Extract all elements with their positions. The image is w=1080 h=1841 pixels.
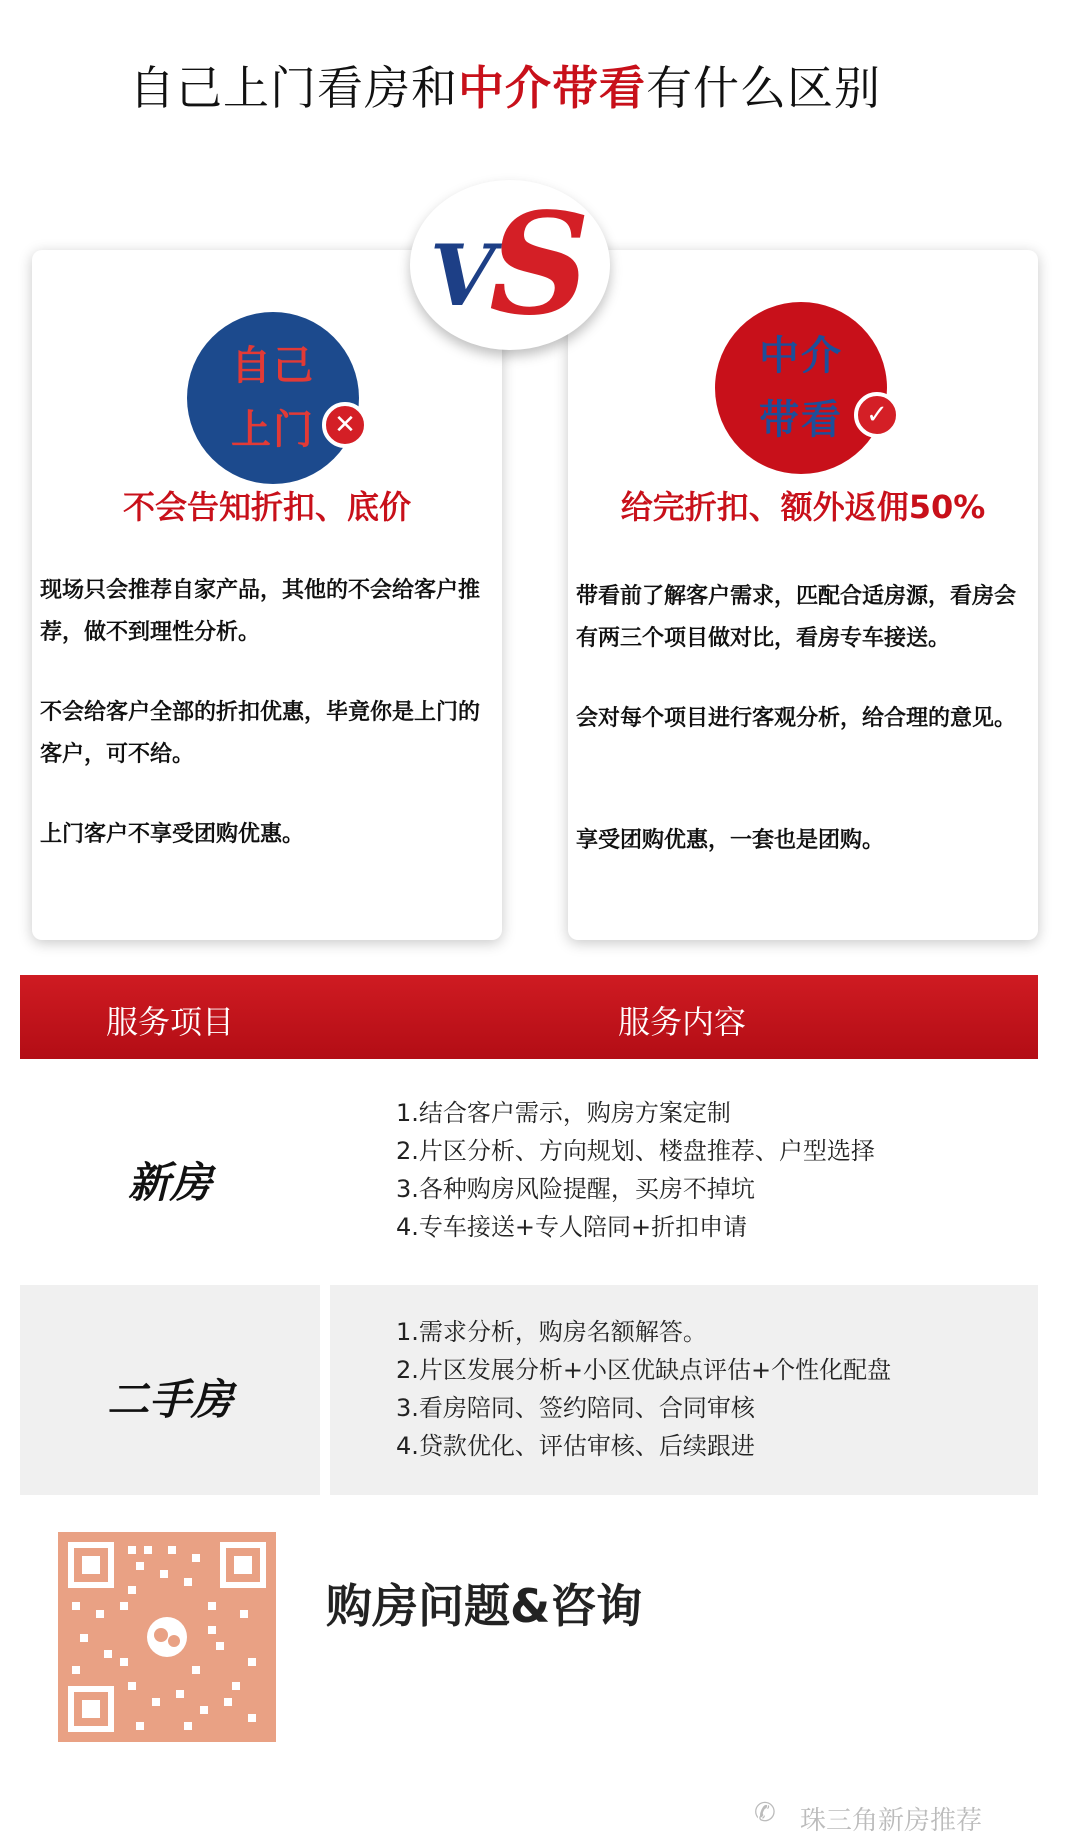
self-visit-badge-line2: 上门	[231, 407, 315, 453]
row-content-cell	[330, 1285, 1038, 1495]
row-content-cell	[330, 1090, 1038, 1266]
agent-visit-paragraph: 带看前了解客户需求，匹配合适房源，看房会有两三个项目做对比，看房专车接送。	[576, 584, 1017, 651]
vs-letter-s: S	[489, 183, 591, 347]
self-visit-paragraph: 上门客户不享受团购优惠。	[40, 822, 305, 847]
agent-visit-heading: 给完折扣、额外返佣50%	[620, 488, 986, 526]
self-visit-badge	[187, 312, 359, 484]
header-service-item: 服务项目	[106, 1003, 235, 1041]
service-item: 1.需求分析，购房名额解答。	[396, 1318, 707, 1346]
row-label: 二手房	[106, 1375, 233, 1424]
qr-code-graphic	[58, 1532, 276, 1742]
page-title	[0, 52, 1010, 118]
consult-heading: 购房问题&咨询	[326, 1579, 643, 1633]
service-item: 2.片区分析、方向规划、楼盘推荐、户型选择	[396, 1137, 875, 1165]
service-table-header	[20, 975, 1038, 1059]
qr-code	[58, 1532, 276, 1742]
account-watermark	[754, 1798, 983, 1837]
row-label: 新房	[127, 1158, 212, 1207]
service-item: 1.结合客户需示，购房方案定制	[396, 1099, 731, 1127]
agent-visit-paragraph: 享受团购优惠，一套也是团购。	[576, 828, 885, 853]
agent-visit-card	[568, 250, 1038, 940]
self-visit-badge-line1: 自己	[231, 343, 315, 389]
check-icon: ✓	[854, 392, 900, 438]
service-item: 3.各种购房风险提醒，买房不掉坑	[396, 1175, 755, 1203]
service-item: 3.看房陪同、签约陪同、合同审核	[396, 1394, 755, 1422]
table-row-second-hand-house	[20, 1285, 1038, 1495]
agent-visit-paragraph: 会对每个项目进行客观分析，给合理的意见。	[576, 706, 1017, 731]
title-highlight: 中介带看	[458, 61, 646, 115]
agent-visit-badge	[715, 302, 887, 474]
vs-emblem	[410, 180, 610, 350]
service-item: 4.专车接送+专人陪同+折扣申请	[396, 1213, 748, 1241]
row-label-cell	[20, 1285, 320, 1495]
header-service-content: 服务内容	[618, 1003, 747, 1041]
self-visit-card	[32, 250, 502, 940]
table-row-new-house	[20, 1090, 1038, 1266]
wechat-icon: ✆	[754, 1798, 776, 1828]
agent-visit-badge-line2: 带看	[759, 397, 843, 443]
title-part1: 自己上门看房和	[129, 61, 458, 115]
self-visit-heading: 不会告知折扣、底价	[122, 488, 411, 526]
self-visit-paragraph: 现场只会推荐自家产品，其他的不会给客户推荐，做不到理性分析。	[40, 578, 481, 645]
row-label-cell	[20, 1090, 320, 1266]
cross-icon: ✕	[322, 402, 368, 448]
watermark-text: 珠三角新房推荐	[800, 1806, 983, 1836]
title-part2: 有什么区别	[646, 61, 881, 115]
vs-letter-v: V	[429, 225, 496, 325]
self-visit-paragraph: 不会给客户全部的折扣优惠，毕竟你是上门的客户，可不给。	[40, 700, 481, 767]
agent-visit-badge-line1: 中介	[759, 333, 843, 379]
service-item: 2.片区发展分析+小区优缺点评估+个性化配盘	[396, 1356, 892, 1384]
service-item: 4.贷款优化、评估审核、后续跟进	[396, 1432, 755, 1460]
